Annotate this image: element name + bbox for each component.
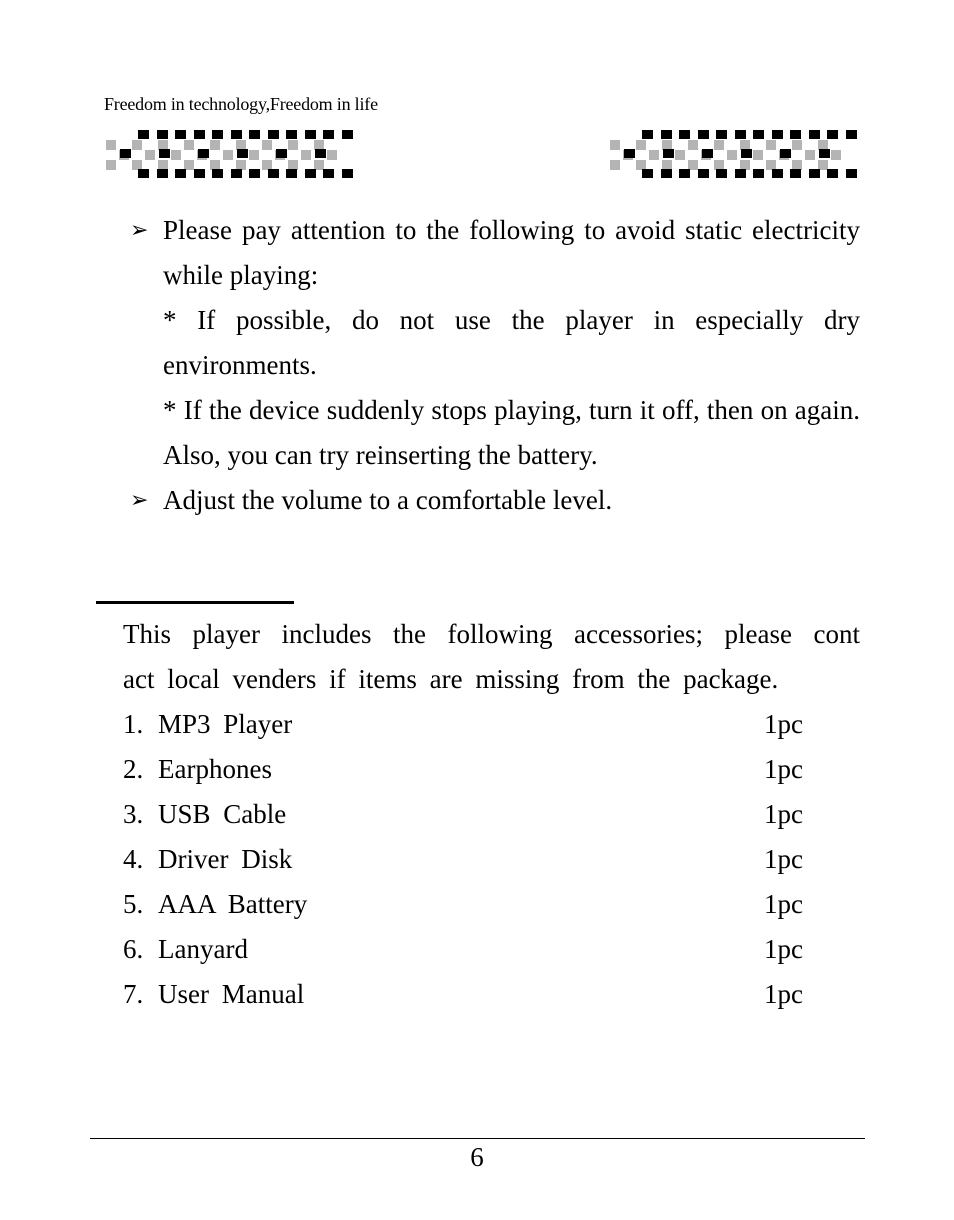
checker-square [138, 169, 149, 178]
checker-square [698, 130, 709, 139]
checker-square [772, 169, 783, 178]
list-item [123, 927, 860, 972]
item-quantity: 1pc [764, 709, 803, 739]
checker-square [132, 140, 142, 150]
item-name: Lanyard [158, 934, 248, 964]
checker-square [301, 150, 311, 160]
checker-square [679, 169, 690, 178]
checker-square [610, 160, 620, 170]
checker-square [698, 169, 709, 178]
checker-square [212, 130, 223, 139]
item-name: User Manual [158, 979, 305, 1009]
checker-square [145, 150, 155, 160]
checker-square [262, 140, 272, 150]
item-name: Driver Disk [158, 844, 293, 874]
checker-square [792, 140, 802, 150]
page-number: 6 [470, 1142, 484, 1172]
checker-square [305, 169, 316, 178]
notes-list [130, 208, 860, 523]
checker-square [231, 169, 242, 178]
checker-square [827, 169, 838, 178]
bullet-text: Adjust the volume to a comfortable level. [163, 485, 613, 515]
item-quantity: 1pc [764, 979, 803, 1009]
section-divider [96, 601, 294, 604]
arrow-bullet-icon: ➢ [130, 488, 149, 513]
item-quantity: 1pc [764, 934, 803, 964]
checker-square [714, 140, 724, 150]
checker-square [106, 160, 116, 170]
list-item [123, 792, 860, 837]
checker-square [846, 130, 857, 139]
item-name: Earphones [158, 754, 272, 784]
list-item [123, 747, 860, 792]
checker-square [809, 130, 820, 139]
list-item [123, 882, 860, 927]
item-number: 1. [123, 709, 144, 739]
item-number: 6. [123, 934, 144, 964]
checker-square [766, 140, 776, 150]
checker-square [780, 149, 791, 158]
checker-square [159, 149, 170, 158]
checker-square [624, 149, 635, 158]
checker-square [819, 149, 830, 158]
checker-square [716, 130, 727, 139]
checker-square [157, 169, 168, 178]
checker-square [323, 130, 334, 139]
checker-square [642, 169, 653, 178]
checker-square [223, 150, 233, 160]
checker-square [286, 130, 297, 139]
checker-square [342, 169, 353, 178]
checker-square [636, 140, 646, 150]
checker-square [790, 169, 801, 178]
checker-square [716, 169, 727, 178]
item-number: 2. [123, 754, 144, 784]
accessories-intro-line-1: This player includes the following accessories; please cont [123, 619, 860, 649]
checker-square [106, 140, 116, 150]
checker-square [184, 140, 194, 150]
checker-square [249, 130, 260, 139]
list-item [123, 972, 860, 1017]
bullet-text: Please pay attention to the following to avoid static electricity while playing: [163, 215, 860, 290]
checker-square [327, 150, 337, 160]
list-item [123, 837, 860, 882]
checker-square [194, 130, 205, 139]
checker-square [661, 130, 672, 139]
checker-square [288, 140, 298, 150]
checker-square [268, 130, 279, 139]
accessories-section [123, 612, 860, 1017]
checker-square [661, 169, 672, 178]
checker-square [138, 130, 149, 139]
checker-square [249, 169, 260, 178]
item-number: 3. [123, 799, 144, 829]
checker-square [735, 130, 746, 139]
checker-square [642, 130, 653, 139]
checker-square [171, 150, 181, 160]
subpoint-dry-environment: * If possible, do not use the player in especially dry environments. [163, 305, 860, 380]
checker-square [727, 150, 737, 160]
checker-square [827, 130, 838, 139]
header-tagline: Freedom in technology,Freedom in life [104, 94, 378, 114]
checker-square [649, 150, 659, 160]
checker-square [276, 149, 287, 158]
checker-square [790, 130, 801, 139]
checker-square [194, 169, 205, 178]
checker-square [675, 150, 685, 160]
checker-square [231, 130, 242, 139]
checker-square [120, 149, 131, 158]
checker-square [175, 130, 186, 139]
arrow-bullet-icon: ➢ [130, 218, 149, 243]
checker-square [679, 130, 690, 139]
checker-square [237, 149, 248, 158]
checker-square [846, 169, 857, 178]
checker-square [741, 149, 752, 158]
list-item-static-electricity [130, 208, 860, 478]
checker-square [735, 169, 746, 178]
checker-square [212, 169, 223, 178]
checker-square [805, 150, 815, 160]
item-number: 4. [123, 844, 144, 874]
checker-square [268, 169, 279, 178]
checker-square [342, 130, 353, 139]
checker-square [702, 149, 713, 158]
checker-square [753, 130, 764, 139]
subpoint-device-stops: * If the device suddenly stops playing, turn it off, then on again. Also, you can try reinserting the battery. [163, 395, 860, 470]
checker-square [315, 149, 326, 158]
item-quantity: 1pc [764, 754, 803, 784]
accessories-intro-line-2: act local venders if items are missing from the package. [123, 664, 779, 694]
checker-square [663, 149, 674, 158]
checker-square [157, 130, 168, 139]
item-quantity: 1pc [764, 799, 803, 829]
item-name: USB Cable [158, 799, 287, 829]
checker-square [198, 149, 209, 158]
checker-square [610, 140, 620, 150]
checker-square [753, 169, 764, 178]
checker-square [305, 130, 316, 139]
item-name: MP3 Player [158, 709, 293, 739]
checker-square [831, 150, 841, 160]
checker-square [249, 150, 259, 160]
item-name: AAA Battery [158, 889, 308, 919]
checker-square [809, 169, 820, 178]
item-number: 7. [123, 979, 144, 1009]
accessories-list [123, 702, 860, 1017]
checker-square [210, 140, 220, 150]
item-quantity: 1pc [764, 889, 803, 919]
checker-square [772, 130, 783, 139]
checker-square [323, 169, 334, 178]
checker-square [753, 150, 763, 160]
checker-square [175, 169, 186, 178]
list-item-volume [130, 478, 860, 523]
checker-square [286, 169, 297, 178]
item-quantity: 1pc [764, 844, 803, 874]
item-number: 5. [123, 889, 144, 919]
list-item [123, 702, 860, 747]
footer-divider [90, 1138, 865, 1139]
checker-square [688, 140, 698, 150]
